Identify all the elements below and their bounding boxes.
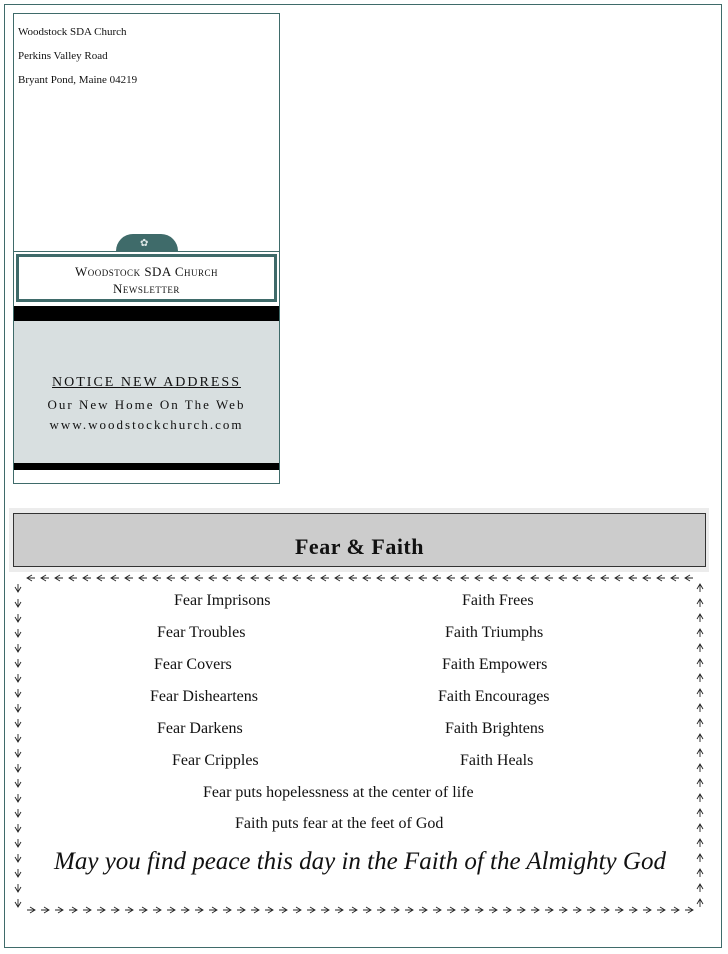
return-address-line: Bryant Pond, Maine 04219 [18, 74, 138, 86]
faith-line: Faith Empowers [442, 656, 548, 673]
divider-bar [14, 306, 279, 321]
return-address-line: Woodstock SDA Church [18, 26, 127, 38]
section-title: Fear & Faith [294, 534, 424, 559]
divider [14, 251, 279, 252]
notice-title: NOTICE NEW ADDRESS [52, 375, 241, 390]
mailer-panel [13, 13, 280, 484]
return-address [18, 20, 137, 92]
return-address-line: Perkins Valley Road [18, 50, 108, 62]
fear-summary: Fear puts hopelessness at the center of life [203, 784, 474, 801]
section-banner [13, 513, 706, 567]
newsletter-masthead [16, 254, 277, 302]
fear-line: Fear Covers [154, 656, 232, 673]
fear-line: Fear Darkens [157, 720, 243, 737]
divider-bar [14, 463, 279, 470]
fear-line: Fear Cripples [172, 752, 259, 769]
closing-blessing: May you find peace this day in the Faith of the Almighty God [54, 848, 666, 875]
website-link[interactable]: www.woodstockchurch.com [49, 417, 244, 432]
fear-line: Fear Disheartens [150, 688, 258, 705]
dove-icon: ✿ [116, 234, 178, 251]
faith-line: Faith Frees [462, 592, 534, 609]
fear-line: Fear Troubles [157, 624, 246, 641]
masthead-title: Woodstock SDA Church [74, 264, 219, 279]
faith-summary: Faith puts fear at the feet of God [235, 815, 444, 832]
faith-line: Faith Encourages [438, 688, 550, 705]
faith-line: Faith Heals [460, 752, 534, 769]
faith-line: Faith Brightens [445, 720, 545, 737]
masthead-subtitle: Newsletter [113, 281, 180, 296]
notice-box [14, 321, 279, 463]
notice-line: Our New Home On The Web [47, 397, 246, 412]
fear-line: Fear Imprisons [174, 592, 271, 609]
faith-line: Faith Triumphs [445, 624, 544, 641]
